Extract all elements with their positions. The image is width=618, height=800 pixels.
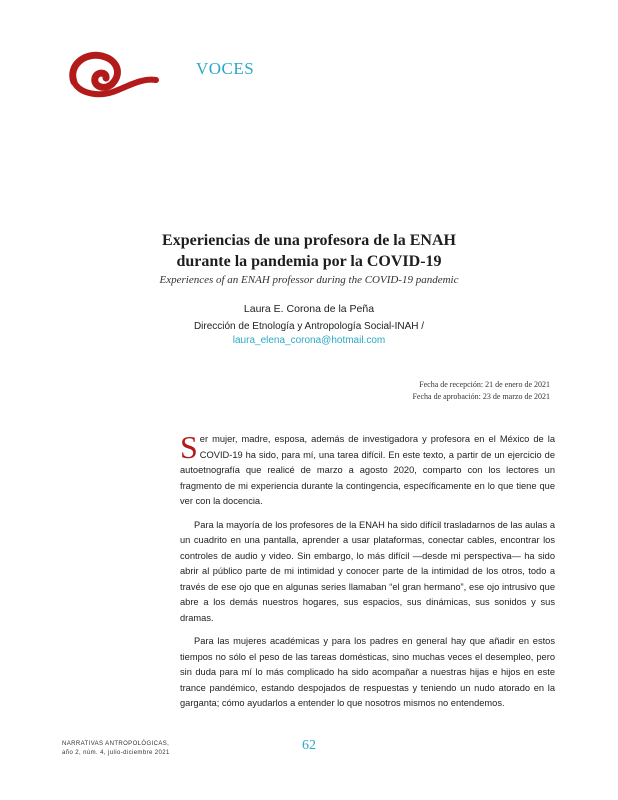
paragraph-1-text: er mujer, madre, esposa, además de investigadora y profesora en el México de la COVID-19 ha sido, para mí, una tarea difícil. En este texto, a partir de un ejercicio de autoetnografía que realicé de marzo a agosto 2020, comparto con los lectores un fragmento de mi experiencia durante la contingencia, específicamente en lo que tiene que ver con la docencia. xyxy=(180,434,555,506)
author-email-link[interactable]: laura_elena_corona@hotmail.com xyxy=(232,335,386,346)
article-title-line1: Experiencias de una profesora de la ENAH xyxy=(162,232,456,249)
paragraph-1 xyxy=(180,429,555,510)
author-name: Laura E. Corona de la Peña xyxy=(243,303,375,315)
author-affiliation: Dirección de Etnología y Antropología Social-INAH / xyxy=(193,321,425,332)
paragraph-3: Para las mujeres académicas y para los padres en general hay que añadir en estos tiempos no sólo el peso de las tareas domésticas, sino muchas veces el desempleo, pero sin duda para mí lo más complicado ha sido acompañar a nuestras hijas e hijos en este trance pandémico, estando despojados de respuestas y teniendo un nudo atorado en la garganta; cómo ayudarlos a entender lo que nosotros mismos no entendemos. xyxy=(180,636,555,708)
section-label: VOCES xyxy=(196,59,255,78)
article-subtitle: Experiences of an ENAH professor during the COVID-19 pandemic xyxy=(159,274,459,286)
paragraph-2: Para la mayoría de los profesores de la ENAH ha sido difícil trasladarnos de las aulas a un cuadrito en una pantalla, aprender a usar plataformas, conectar cables, encontrar los controles de audio y video. Sin embargo, lo más difícil —desde mi perspectiva— ha sido abrir al público parte de mi intimidad y conocer parte de la intimidad de los otros, todo a través de ese ojo que en algunas series llamaban “el gran hermano”, ese ojo intrusivo que abre a los demás nuestros hogares, sus espacios, sus dinámicas, sus sonidos y sus dramas. xyxy=(180,519,555,623)
journal-logo-icon xyxy=(60,44,160,104)
article-body xyxy=(180,429,555,720)
journal-issue: año 2, núm. 4, julio-diciembre 2021 xyxy=(62,750,170,756)
approved-date: Fecha de aprobación: 23 de marzo de 2021 xyxy=(412,392,550,401)
received-date: Fecha de recepción: 21 de enero de 2021 xyxy=(419,380,550,389)
drop-cap: S xyxy=(180,429,198,465)
page-number: 62 xyxy=(302,738,316,753)
dates-block xyxy=(412,379,550,403)
journal-name: NARRATIVAS ANTROPOLÓGICAS, xyxy=(62,741,170,747)
article-title-line2: durante la pandemia por la COVID-19 xyxy=(176,253,442,270)
